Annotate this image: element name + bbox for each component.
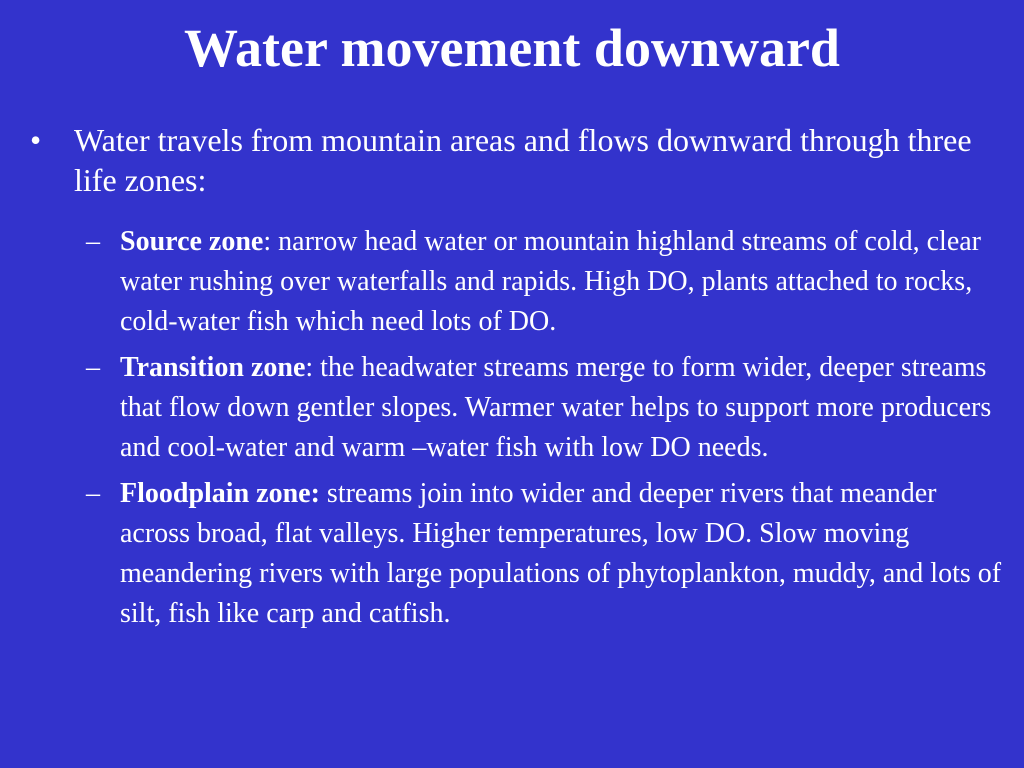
dash-marker: – [86,352,100,383]
zone-separator: : [305,352,314,383]
zone-description: narrow head water or mountain highland streams of cold, clear water rushing over waterfalls and rapids. High DO, plants attached to rocks, cold-water fish which need lots of DO. [120,226,981,337]
zone-item-floodplain [86,474,1006,634]
zone-term: Source zone [120,226,264,257]
zone-description: the headwater streams merge to form wider, deeper streams that flow down gentler slopes. Warmer water helps to support more producers and cool-water and warm –water fish with low DO needs. [120,352,992,463]
main-bullet [30,120,990,200]
main-bullet-text: Water travels from mountain areas and flows downward through three life zones: [74,122,972,198]
zone-separator: : [263,226,272,257]
zone-list [86,222,1006,640]
zone-term: Floodplain zone: [120,478,320,509]
dash-marker: – [86,478,100,509]
slide-title: Water movement downward [184,18,840,78]
dash-marker: – [86,226,100,257]
zone-description: streams join into wider and deeper rivers that meander across broad, flat valleys. Higher temperatures, low DO. Slow moving meandering rivers with large populations of phytoplankton, muddy, and lots of silt, fish like carp and catfish. [120,478,1002,629]
bullet-marker: • [30,122,42,158]
zone-item-source [86,222,1006,342]
zone-term: Transition zone [120,352,306,383]
zone-item-transition [86,348,1006,468]
